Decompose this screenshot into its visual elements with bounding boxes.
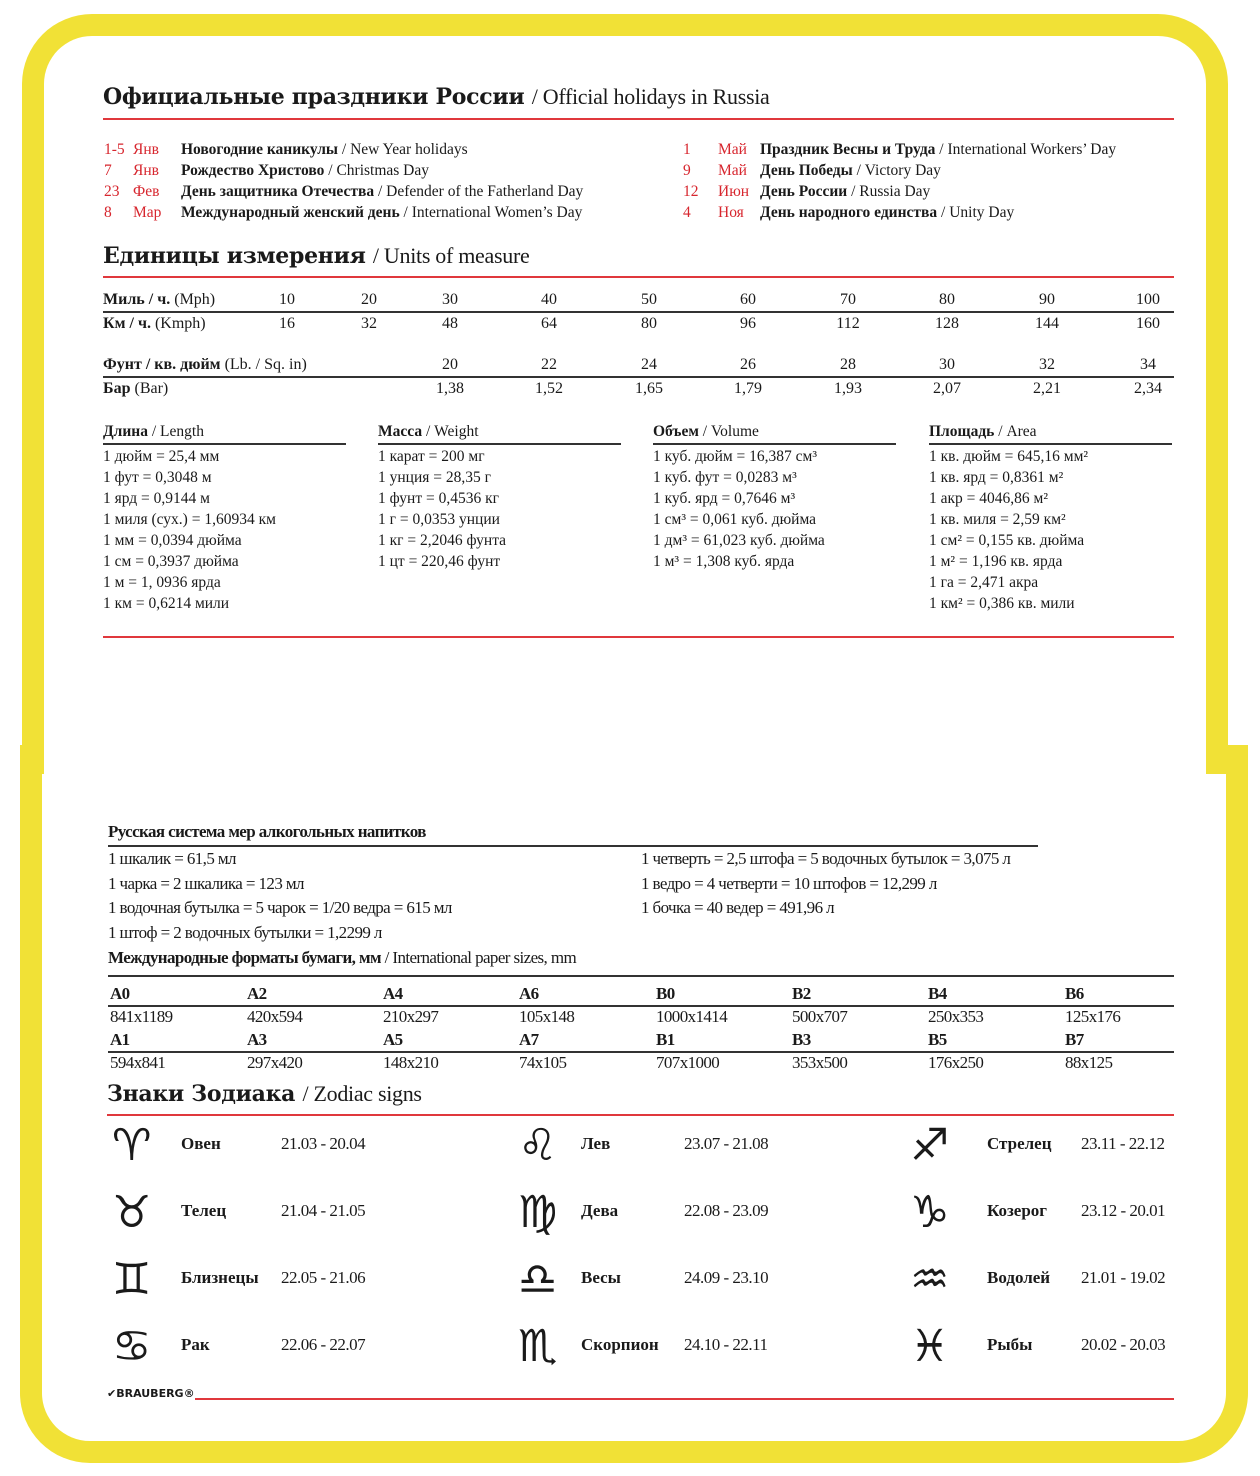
divider	[108, 975, 1174, 977]
alcohol-measure: 1 бочка = 40 ведер = 491,96 л	[641, 898, 835, 917]
holiday-name-ru: День народного единства	[760, 204, 938, 221]
label-en: (Kmph)	[154, 315, 206, 332]
units-title-en: / Units of measure	[372, 243, 530, 268]
unit-conversion: 1 фут = 0,3048 м	[103, 469, 212, 486]
speed-value: 160	[1136, 315, 1160, 332]
speed-value: 96	[740, 315, 756, 332]
aries-icon: ♈	[112, 1120, 152, 1171]
paper-format-size: 1000x1414	[656, 1007, 728, 1026]
unit-column-header	[653, 423, 759, 441]
unit-conversion: 1 кв. ярд = 0,8361 м²	[929, 469, 1064, 486]
holiday-name	[181, 162, 671, 180]
speed-value: 60	[740, 291, 756, 308]
label-ru: Бар	[103, 380, 131, 397]
zodiac-dates: 23.11 - 22.12	[1081, 1134, 1165, 1153]
divider	[103, 376, 1174, 378]
speed-value: 128	[935, 315, 959, 332]
zodiac-name: Лев	[581, 1134, 611, 1153]
speed-value: 50	[641, 291, 657, 308]
unit-conversion: 1 кв. дюйм = 645,16 мм²	[929, 448, 1089, 465]
zodiac-name: Рак	[181, 1335, 210, 1354]
paper-format-name: B6	[1065, 984, 1084, 1003]
paper-format-name: B1	[656, 1030, 675, 1049]
header-en: / Length	[151, 423, 204, 440]
zodiac-name: Стрелец	[987, 1134, 1052, 1153]
divider	[653, 443, 896, 445]
speed-value: 16	[279, 315, 295, 332]
pressure-value: 24	[641, 356, 657, 373]
zodiac-dates: 21.04 - 21.05	[281, 1201, 366, 1220]
pressure-value: 1,79	[734, 380, 762, 397]
zodiac-dates: 22.08 - 23.09	[684, 1201, 769, 1220]
speed-value: 112	[836, 315, 860, 332]
unit-conversion: 1 фунт = 0,4536 кг	[378, 490, 499, 507]
zodiac-name: Близнецы	[181, 1268, 259, 1287]
paper-title-ru: Международные форматы бумаги, мм	[108, 948, 381, 967]
header-en: / Area	[998, 423, 1037, 440]
pressure-value: 1,52	[535, 380, 563, 397]
holiday-day: 4	[683, 204, 691, 221]
holiday-name-ru: День защитника Отечества	[181, 183, 375, 200]
divider	[378, 443, 621, 445]
units-title-ru: Единицы измерения	[103, 243, 366, 269]
holiday-name	[760, 162, 1190, 180]
unit-conversion: 1 цт = 220,46 фунт	[378, 553, 501, 570]
header-en: / Volume	[702, 423, 759, 440]
unit-column-header	[929, 423, 1037, 441]
unit-conversion: 1 м = 1, 0936 ярда	[103, 574, 221, 591]
unit-column-header	[103, 423, 204, 441]
speed-value: 20	[361, 291, 377, 308]
unit-conversion: 1 см³ = 0,061 куб. дюйма	[653, 511, 817, 528]
holiday-day: 9	[683, 162, 691, 179]
unit-conversion: 1 г = 0,0353 унции	[378, 511, 500, 528]
divider	[103, 443, 346, 445]
paper-format-size: 176x250	[928, 1053, 984, 1072]
pressure-value: 34	[1140, 356, 1156, 373]
unit-conversion: 1 миля (сух.) = 1,60934 км	[103, 511, 276, 528]
pressure-value: 20	[442, 356, 458, 373]
zodiac-dates: 23.12 - 20.01	[1081, 1201, 1166, 1220]
paper-format-size: 707x1000	[656, 1053, 720, 1072]
alcohol-measure: 1 штоф = 2 водочных бутылки = 1,2299 л	[108, 922, 382, 942]
speed-value: 10	[279, 291, 295, 308]
holiday-month: Май	[718, 141, 747, 158]
paper-format-size: 500x707	[792, 1007, 848, 1026]
paper-format-size: 148x210	[383, 1053, 439, 1072]
unit-conversion: 1 м³ = 1,308 куб. ярда	[653, 553, 795, 570]
holiday-name-en: / Unity Day	[941, 204, 1015, 221]
label-en: (Mph)	[174, 291, 216, 308]
paper-format-size: 250x353	[928, 1007, 984, 1026]
pressure-value: 32	[1039, 356, 1055, 373]
divider	[929, 443, 1172, 445]
holiday-name-en: / International Workers’ Day	[939, 141, 1117, 158]
pressure-value: 2,21	[1033, 380, 1061, 397]
holiday-month: Янв	[133, 162, 159, 179]
alcohol-measure: 1 чарка = 2 шкалика = 123 мл	[108, 873, 304, 893]
label-ru: Фунт / кв. дюйм	[103, 356, 221, 373]
holiday-name-ru: Новогодние каникулы	[181, 141, 339, 158]
holiday-name	[181, 183, 671, 201]
cancer-icon: ♋	[112, 1321, 152, 1372]
pressure-value: 2,34	[1134, 380, 1162, 397]
alcohol-measure: 1 шкалик = 61,5 мл	[108, 849, 236, 868]
paper-format-name: A3	[247, 1030, 267, 1049]
paper-format-name: B4	[928, 984, 947, 1003]
label-en: (Bar)	[134, 380, 169, 397]
pressure-value: 1,65	[635, 380, 663, 397]
divider	[103, 311, 1174, 313]
sagittarius-icon: ♐	[910, 1120, 950, 1171]
zodiac-title-ru: Знаки Зодиака	[107, 1081, 296, 1107]
zodiac-title	[107, 1081, 422, 1107]
holidays-title-ru: Официальные праздники России	[103, 84, 525, 110]
holiday-day: 1-5	[104, 141, 125, 158]
speed-row2-label	[103, 315, 206, 333]
header-ru: Масса	[378, 423, 423, 440]
holiday-name	[181, 141, 671, 159]
paper-format-size: 594x841	[110, 1053, 166, 1072]
paper-format-name: A5	[383, 1030, 403, 1049]
paper-format-size: 105x148	[519, 1007, 575, 1026]
divider	[108, 1005, 1174, 1007]
unit-conversion: 1 куб. ярд = 0,7646 м³	[653, 490, 796, 507]
holiday-name-en: / Russia Day	[851, 183, 931, 200]
paper-format-size: 74x105	[519, 1053, 567, 1072]
brauberg-logo	[107, 1387, 195, 1400]
zodiac-dates: 22.06 - 22.07	[281, 1335, 366, 1354]
speed-value: 90	[1039, 291, 1055, 308]
pressure-row2-label	[103, 380, 168, 398]
holiday-name-en: / Defender of the Fatherland Day	[378, 183, 584, 200]
unit-conversion: 1 карат = 200 мг	[378, 448, 485, 465]
holiday-day: 1	[683, 141, 691, 158]
speed-row1-label	[103, 291, 215, 309]
zodiac-name: Дева	[581, 1201, 619, 1220]
pressure-value: 30	[939, 356, 955, 373]
paper-title	[108, 948, 576, 968]
pisces-icon: ♓	[910, 1321, 950, 1372]
holiday-name	[760, 204, 1190, 222]
paper-format-size: 841x1189	[110, 1007, 173, 1026]
zodiac-name: Телец	[181, 1201, 227, 1220]
zodiac-name: Козерог	[987, 1201, 1048, 1220]
paper-format-name: A2	[247, 984, 267, 1003]
pressure-value: 26	[740, 356, 756, 373]
holiday-month: Июн	[718, 183, 750, 200]
header-ru: Длина	[103, 423, 148, 440]
holiday-day: 12	[683, 183, 699, 200]
zodiac-name: Весы	[581, 1268, 621, 1287]
pressure-value: 28	[840, 356, 856, 373]
pressure-value: 2,07	[933, 380, 961, 397]
unit-conversion: 1 га = 2,471 акра	[929, 574, 1039, 591]
paper-format-name: B5	[928, 1030, 947, 1049]
logo-text: BRAUBERG®	[116, 1387, 195, 1400]
label-en: (Lb. / Sq. in)	[224, 356, 307, 373]
zodiac-name: Водолей	[987, 1268, 1051, 1287]
divider	[103, 276, 1174, 278]
divider	[103, 118, 1174, 120]
paper-format-name: A4	[383, 984, 403, 1003]
alcohol-title: Русская система мер алкогольных напитков	[108, 822, 426, 841]
speed-value: 64	[541, 315, 557, 332]
paper-format-name: A1	[110, 1030, 130, 1049]
header-ru: Площадь	[929, 423, 995, 440]
paper-format-name: B0	[656, 984, 675, 1003]
speed-value: 30	[442, 291, 458, 308]
holiday-day: 23	[104, 183, 120, 200]
units-title	[103, 243, 529, 269]
unit-conversion: 1 см² = 0,155 кв. дюйма	[929, 532, 1085, 549]
zodiac-dates: 24.10 - 22.11	[684, 1335, 768, 1354]
speed-value: 32	[361, 315, 377, 332]
paper-format-size: 420x594	[247, 1007, 303, 1026]
pressure-value: 1,93	[834, 380, 862, 397]
zodiac-dates: 20.02 - 20.03	[1081, 1335, 1166, 1354]
unit-conversion: 1 кг = 2,2046 фунта	[378, 532, 507, 549]
aquarius-icon: ♒	[910, 1254, 950, 1305]
paper-format-size: 125x176	[1065, 1007, 1121, 1026]
paper-format-size: 88x125	[1065, 1053, 1113, 1072]
alcohol-measure: 1 ведро = 4 четверти = 10 штофов = 12,299 л	[641, 873, 937, 893]
zodiac-dates: 23.07 - 21.08	[684, 1134, 769, 1153]
unit-column-header	[378, 423, 479, 441]
paper-format-name: B2	[792, 984, 811, 1003]
unit-conversion: 1 унция = 28,35 г	[378, 469, 491, 486]
paper-format-size: 353x500	[792, 1053, 848, 1072]
holiday-name-ru: Рождество Христово	[181, 162, 325, 179]
label-ru: Км / ч.	[103, 315, 151, 332]
libra-icon: ♎	[518, 1254, 558, 1305]
zodiac-dates: 22.05 - 21.06	[281, 1268, 366, 1287]
paper-format-name: B3	[792, 1030, 811, 1049]
holiday-name	[760, 183, 1190, 201]
speed-value: 48	[442, 315, 458, 332]
unit-conversion: 1 км = 0,6214 мили	[103, 595, 230, 612]
speed-value: 70	[840, 291, 856, 308]
speed-value: 100	[1136, 291, 1160, 308]
holiday-name	[181, 204, 671, 222]
unit-conversion: 1 м² = 1,196 кв. ярда	[929, 553, 1063, 570]
holiday-name-ru: День Победы	[760, 162, 853, 179]
divider	[108, 845, 1038, 847]
divider	[108, 1051, 1174, 1053]
header-en: / Weight	[425, 423, 479, 440]
leo-icon: ♌	[518, 1120, 558, 1171]
pressure-value: 1,38	[436, 380, 464, 397]
paper-format-name: B7	[1065, 1030, 1084, 1049]
holiday-day: 7	[104, 162, 112, 179]
holiday-name-en: / Victory Day	[856, 162, 941, 179]
paper-title-en: / International paper sizes, mm	[384, 948, 577, 967]
divider	[195, 1398, 1174, 1400]
holiday-name-ru: День России	[760, 183, 848, 200]
speed-value: 80	[641, 315, 657, 332]
unit-conversion: 1 мм = 0,0394 дюйма	[103, 532, 242, 549]
speed-value: 40	[541, 291, 557, 308]
unit-conversion: 1 акр = 4046,86 м²	[929, 490, 1048, 507]
check-logo-icon: ✔	[107, 1387, 117, 1400]
zodiac-name: Овен	[181, 1134, 221, 1153]
speed-value: 144	[1035, 315, 1059, 332]
holiday-month: Май	[718, 162, 747, 179]
unit-conversion: 1 ярд = 0,9144 м	[103, 490, 210, 507]
paper-format-name: A6	[519, 984, 539, 1003]
zodiac-dates: 21.03 - 20.04	[281, 1134, 366, 1153]
gemini-icon: ♊	[112, 1254, 152, 1305]
paper-format-size: 297x420	[247, 1053, 303, 1072]
holidays-title-en: / Official holidays in Russia	[531, 84, 770, 109]
holiday-name-en: / New Year holidays	[341, 141, 468, 158]
zodiac-name: Рыбы	[987, 1335, 1033, 1354]
scorpio-icon: ♏	[518, 1321, 558, 1372]
holidays-title	[103, 84, 770, 110]
pressure-row1-label	[103, 356, 307, 374]
holiday-name-ru: Международный женский день	[181, 204, 400, 221]
alcohol-measure: 1 четверть = 2,5 штофа = 5 водочных бутылок = 3,075 л	[641, 849, 1011, 868]
holiday-name-ru: Праздник Весны и Труда	[760, 141, 936, 158]
unit-conversion: 1 кв. миля = 2,59 км²	[929, 511, 1066, 528]
header-ru: Объем	[653, 423, 699, 440]
holiday-month: Янв	[133, 141, 159, 158]
unit-conversion: 1 км² = 0,386 кв. мили	[929, 595, 1075, 612]
virgo-icon: ♍	[518, 1187, 558, 1238]
holiday-month: Ноя	[718, 204, 744, 221]
unit-conversion: 1 см = 0,3937 дюйма	[103, 553, 239, 570]
holiday-name-en: / Christmas Day	[328, 162, 430, 179]
unit-conversion: 1 куб. фут = 0,0283 м³	[653, 469, 797, 486]
zodiac-dates: 24.09 - 23.10	[684, 1268, 769, 1287]
zodiac-dates: 21.01 - 19.02	[1081, 1268, 1166, 1287]
taurus-icon: ♉	[112, 1187, 152, 1238]
unit-conversion: 1 дм³ = 61,023 куб. дюйма	[653, 532, 825, 549]
holiday-day: 8	[104, 204, 112, 221]
zodiac-name: Скорпион	[581, 1335, 659, 1354]
alcohol-measure: 1 водочная бутылка = 5 чарок = 1/20 ведра = 615 мл	[108, 898, 452, 917]
holiday-month: Мар	[133, 204, 162, 221]
paper-format-name: A0	[110, 984, 130, 1003]
holiday-name-en: / International Women’s Day	[403, 204, 583, 221]
unit-conversion: 1 дюйм = 25,4 мм	[103, 448, 220, 465]
pressure-value: 22	[541, 356, 557, 373]
paper-format-size: 210x297	[383, 1007, 439, 1026]
holiday-name	[760, 141, 1190, 159]
holiday-month: Фев	[133, 183, 160, 200]
speed-value: 80	[939, 291, 955, 308]
capricorn-icon: ♑	[910, 1187, 950, 1238]
divider	[107, 1114, 1174, 1116]
divider	[103, 636, 1174, 638]
unit-conversion: 1 куб. дюйм = 16,387 см³	[653, 448, 818, 465]
paper-format-name: A7	[519, 1030, 539, 1049]
label-ru: Миль / ч.	[103, 291, 171, 308]
zodiac-title-en: / Zodiac signs	[302, 1081, 422, 1106]
